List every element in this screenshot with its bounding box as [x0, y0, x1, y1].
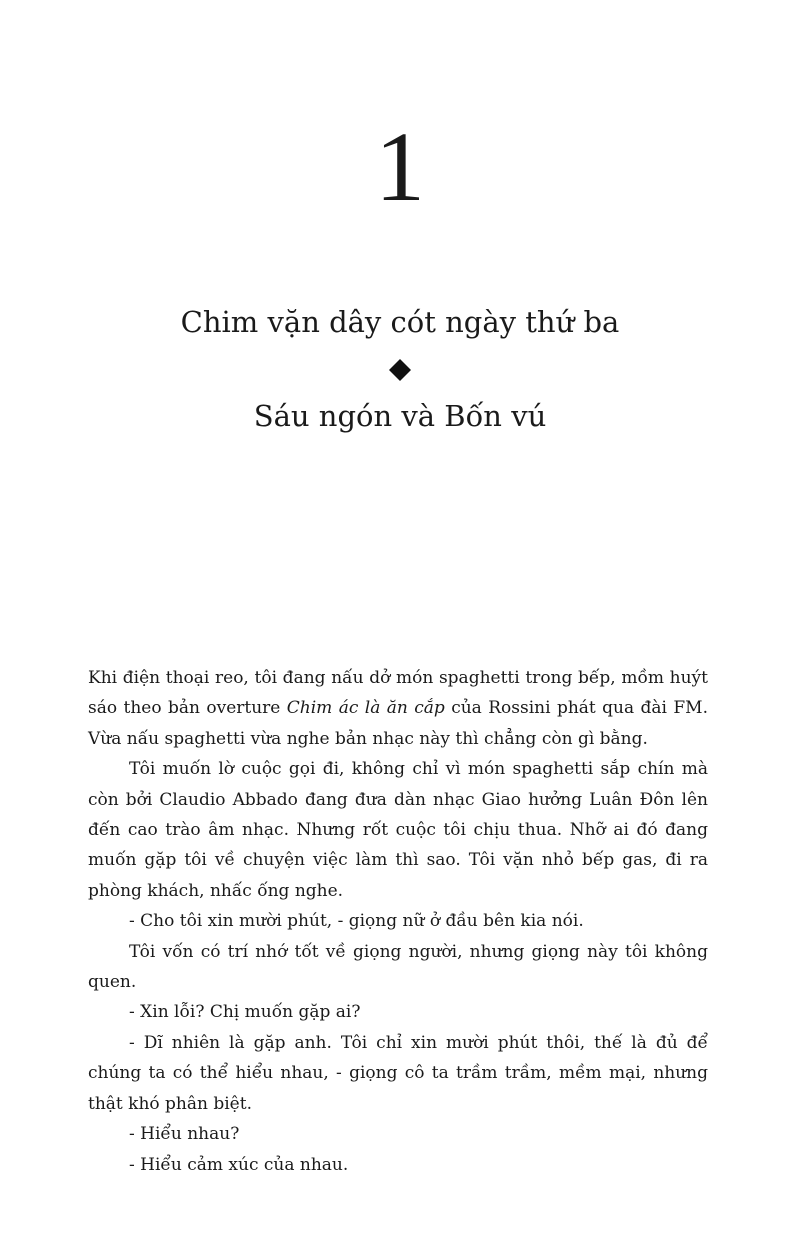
- chapter-body: [88, 663, 708, 1180]
- dialogue-line-3: - Dĩ nhiên là gặp anh. Tôi chỉ xin mười phút thôi, thế là đủ để chúng ta có thể hiểu nhau, - giọng cô ta trầm trầm, mềm mại, nhưng thật khó phân biệt.: [88, 1032, 708, 1114]
- paragraph-1: [88, 663, 708, 754]
- dialogue-line-2: - Xin lỗi? Chị muốn gặp ai?: [129, 1002, 361, 1023]
- paragraph-1-end: của Rossini phát qua đài FM. Vừa nấu spaghetti vừa nghe bản nhạc này thì chẳng còn gì bằng.: [88, 698, 708, 749]
- chapter-title-line-1: Chim vặn dây cót ngày thứ ba: [180, 305, 620, 339]
- chapter-number: 1: [375, 111, 425, 222]
- dialogue-line-4: - Hiểu nhau?: [129, 1124, 240, 1145]
- diamond-icon: [389, 359, 411, 381]
- italic-title: Chim ác là ăn cắp: [286, 698, 445, 719]
- dialogue-line-1: - Cho tôi xin mười phút, - giọng nữ ở đầu bên kia nói.: [129, 911, 584, 932]
- chapter-title-line-2: Sáu ngón và Bốn vú: [253, 399, 547, 433]
- dialogue-line-5: - Hiểu cảm xúc của nhau.: [129, 1154, 349, 1175]
- paragraph-2: Tôi muốn lờ cuộc gọi đi, không chỉ vì món spaghetti sắp chín mà còn bởi Claudio Abbado đang đưa dàn nhạc Giao hưởng Luân Đôn lên đến cao trào âm nhạc. Nhưng rốt cuộc tôi chịu thua. Nhỡ ai đó đang muốn gặp tôi về chuyện việc làm thì sao. Tôi vặn nhỏ bếp gas, đi ra phòng khách, nhấc ống nghe.: [88, 759, 708, 901]
- paragraph-3: Tôi vốn có trí nhớ tốt về giọng người, nhưng giọng này tôi không quen.: [88, 941, 708, 993]
- paragraph-1-start: Khi điện thoại reo, tôi đang nấu dở món spaghetti trong bếp, mồm huýt sáo theo bản overture: [88, 668, 708, 719]
